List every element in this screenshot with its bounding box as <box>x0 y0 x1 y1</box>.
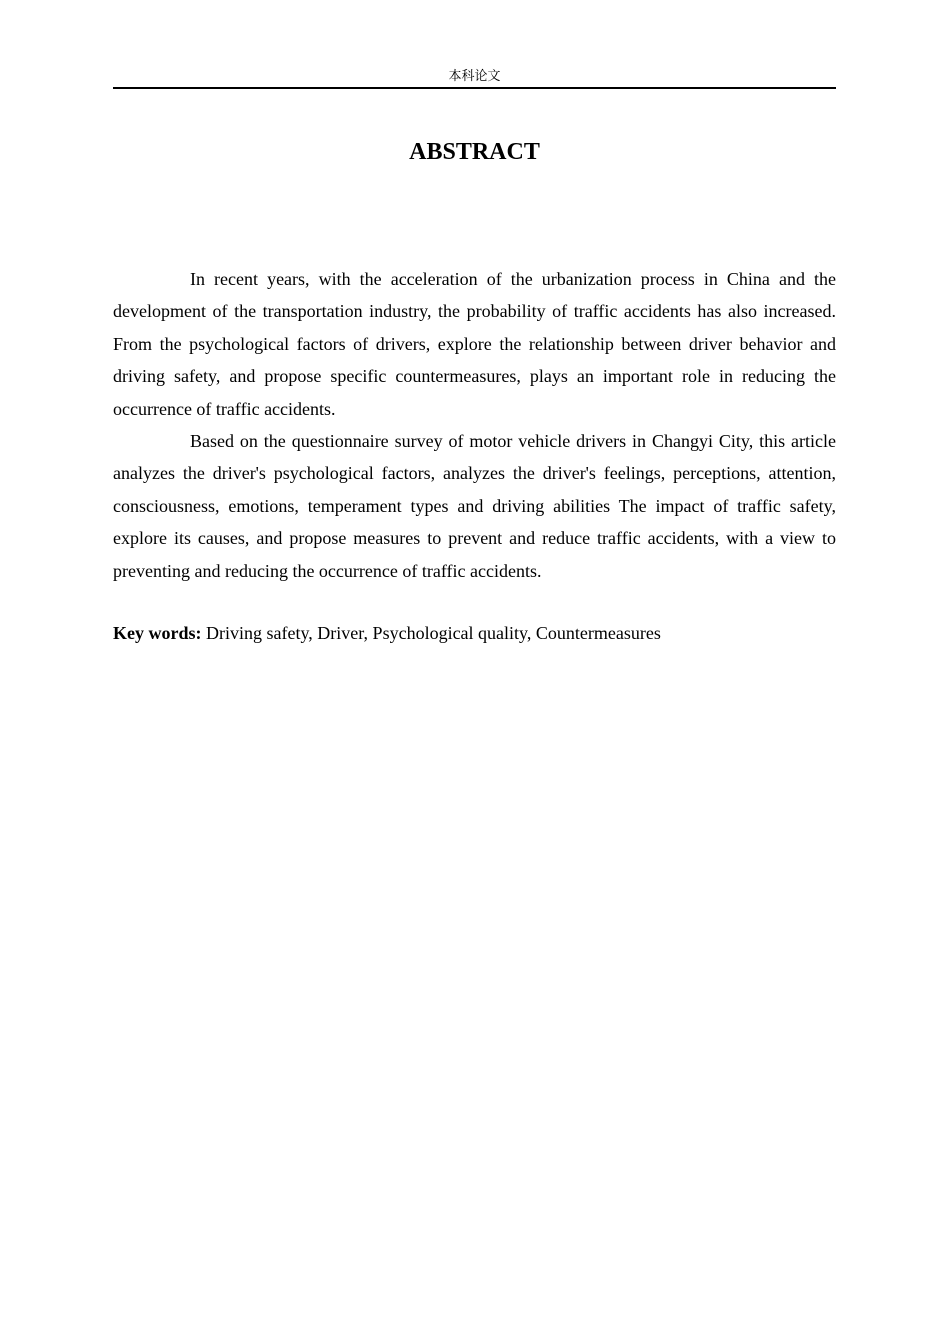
keywords-line <box>113 617 836 649</box>
abstract-title: ABSTRACT <box>409 139 540 165</box>
keywords-text: Driving safety, Driver, Psychological quality, Countermeasures <box>206 623 661 643</box>
header-rule <box>113 87 836 89</box>
running-header: 本科论文 <box>448 69 501 84</box>
abstract-paragraph-1: In recent years, with the acceleration of the urbanization process in China and the development of the transportation industry, the probability of traffic accidents has also increased. From the psychological factors of drivers, explore the relationship between driver behavior and driving safety, and propose specific countermeasures, plays an important role in reducing the occurrence of traffic accidents. <box>113 269 836 419</box>
keywords-label: Key words: <box>113 623 202 643</box>
abstract-body <box>113 263 836 587</box>
abstract-paragraph-2: Based on the questionnaire survey of motor vehicle drivers in Changyi City, this article analyzes the driver's psychological factors, analyzes the driver's feelings, perceptions, attention, consciousness, emotions, temperament types and driving abilities The impact of traffic safety, explore its causes, and propose measures to prevent and reduce traffic accidents, with a view to preventing and reducing the occurrence of traffic accidents. <box>113 431 836 581</box>
